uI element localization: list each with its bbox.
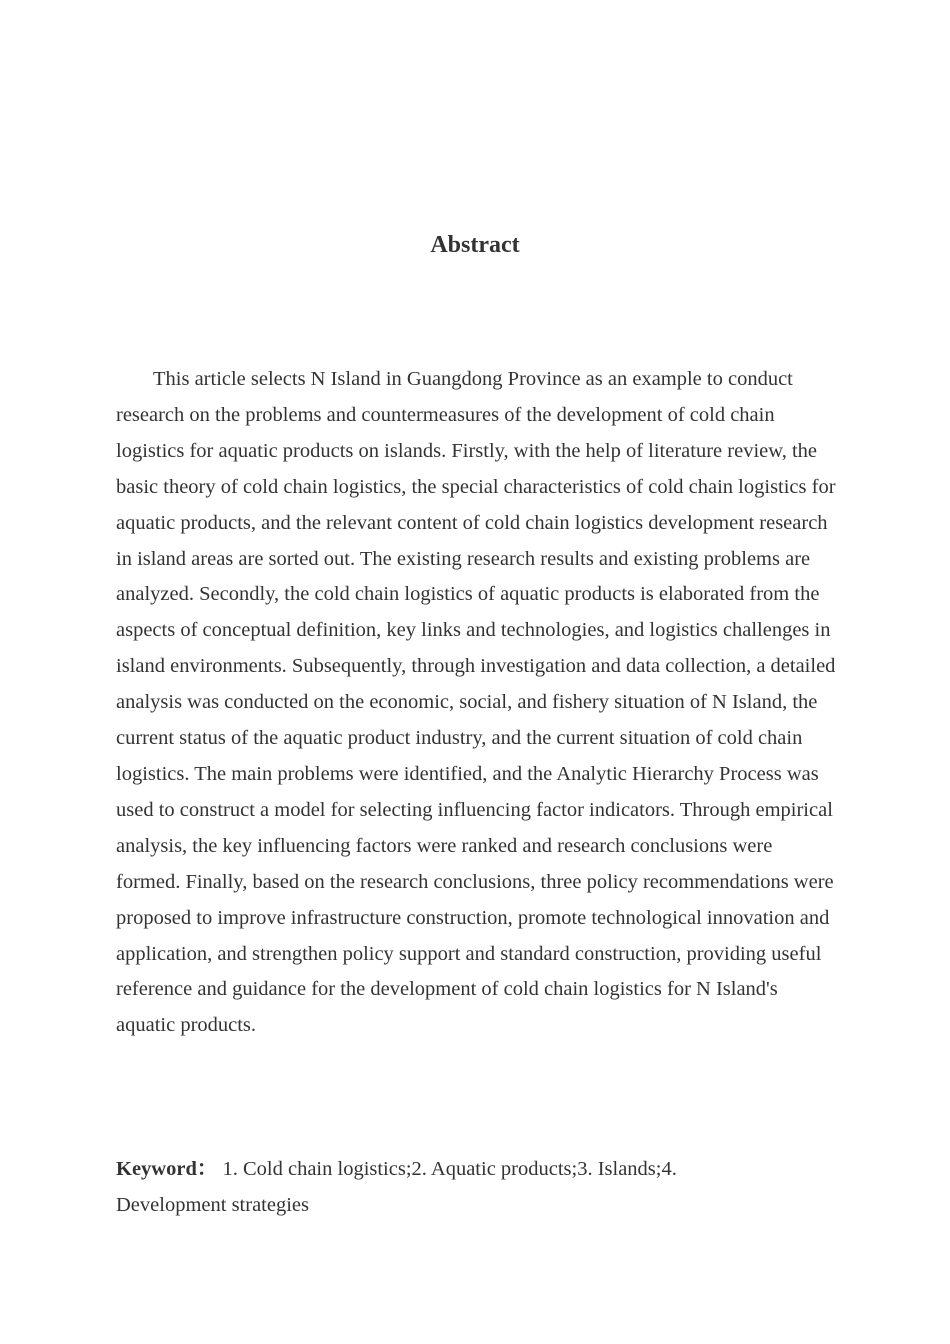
abstract-paragraph: This article selects N Island in Guangdong Province as an example to conduct research on the problems and countermeasures of the development of cold chain logistics for aquatic products on islands. Firstly, with the help of literature review, the basic theory of cold chain logistics, the special characteristics of cold chain logistics for aquatic products, and the relevant content of cold chain logistics development research in island areas are sorted out. The existing research results and existing problems are analyzed. Secondly, the cold chain logistics of aquatic products is elaborated from the aspects of conceptual definition, key links and technologies, and logistics challenges in island environments. Subsequently, through investigation and data collection, a detailed analysis was conducted on the economic, social, and fishery situation of N Island, the current status of the aquatic product industry, and the current situation of cold chain logistics. The main problems were identified, and the Analytic Hierarchy Process was used to construct a model for selecting influencing factor indicators. Through empirical analysis, the key influencing factors were ranked and research conclusions were formed. Finally, based on the research conclusions, three policy recommendations were proposed to improve infrastructure construction, promote technological innovation and application, and strengthen policy support and standard construction, providing useful reference and guidance for the development of cold chain logistics for N Island's aquatic products.: [116, 368, 836, 1037]
keywords-text: 1. Cold chain logistics;2. Aquatic products;3. Islands;4. Development strategies: [116, 1158, 677, 1216]
abstract-title: Abstract: [430, 232, 520, 258]
keywords-label: Keyword：: [116, 1158, 218, 1180]
keywords-line: [116, 1152, 756, 1224]
